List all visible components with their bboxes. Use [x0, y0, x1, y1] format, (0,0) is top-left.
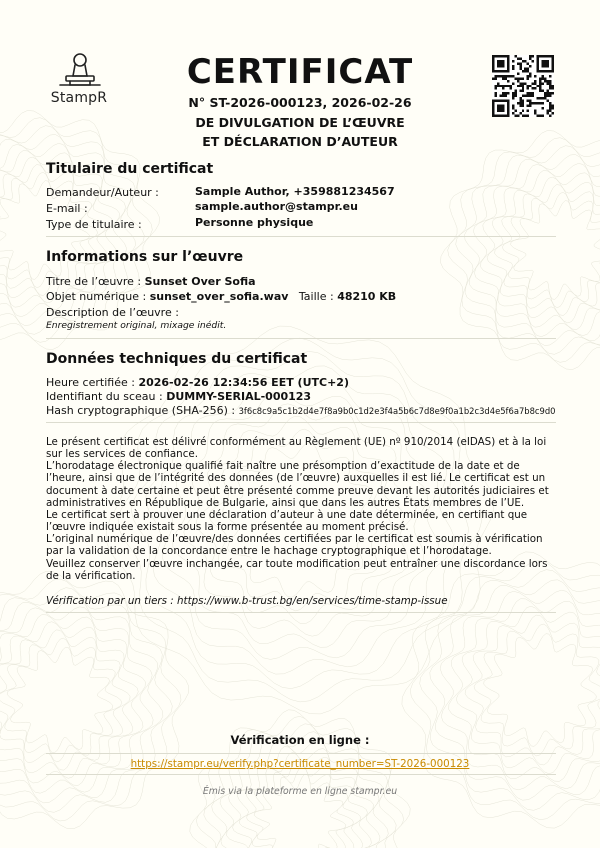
divider	[46, 338, 556, 339]
certificate-subtitle-line-2: ET DÉCLARATION D’AUTEUR	[202, 134, 398, 149]
divider	[46, 236, 556, 237]
holder-heading: Titulaire du certificat	[46, 161, 214, 177]
legal-paragraph-1: Le présent certificat est délivré conformément au Règlement (UE) nº 910/2014 (eIDAS) et à la loi sur les services de confiance.	[46, 436, 547, 461]
divider	[46, 774, 556, 775]
certificate-title: CERTIFICAT	[186, 52, 414, 92]
work-heading: Informations sur l’œuvre	[46, 249, 244, 265]
applicant-value: Sample Author, +359881234567	[195, 185, 395, 198]
digital-object-label: Objet numérique :	[46, 290, 147, 303]
hash-row	[46, 403, 556, 419]
work-title-row	[46, 274, 256, 289]
seal-id-row	[46, 389, 311, 404]
applicant-label: Demandeur/Auteur :	[46, 186, 159, 199]
email-value: sample.author@stampr.eu	[195, 200, 358, 213]
file-size-label: Taille :	[298, 290, 334, 303]
certified-time-label: Heure certifiée :	[46, 376, 135, 389]
divider	[46, 422, 556, 423]
certified-time-row	[46, 375, 349, 390]
divider	[46, 612, 556, 613]
work-title-value: Sunset Over Sofia	[144, 275, 256, 288]
holder-type-value: Personne physique	[195, 216, 314, 229]
work-title-label: Titre de l’œuvre :	[46, 275, 142, 288]
legal-paragraph-3: Le certificat sert à prouver une déclaration d’auteur à une date déterminée, en certifiant que l’œuvre indiquée existait sous la forme présentée au moment précisé.	[46, 509, 528, 534]
certificate-number: N° ST-2026-000123, 2026-02-26	[188, 95, 412, 110]
work-description-value: Enregistrement original, mixage inédit.	[46, 320, 227, 331]
hash-value: 3f6c8c9a5c1b2d4e7f8a9b0c1d2e3f4a5b6c7d8e9f0a1b2c3d4e5f6a7b8c9d0	[238, 406, 556, 416]
issued-via-footer: Émis via la plateforme en ligne stampr.eu	[202, 786, 398, 797]
work-description-label: Description de l’œuvre :	[46, 306, 179, 319]
certificate-subtitle-line-1: DE DIVULGATION DE L’ŒUVRE	[195, 115, 405, 130]
holder-type-label: Type de titulaire :	[46, 218, 142, 231]
seal-id-label: Identifiant du sceau :	[46, 390, 163, 403]
online-verification-title: Vérification en ligne :	[230, 733, 370, 747]
seal-id-value: DUMMY-SERIAL-000123	[166, 390, 312, 403]
divider	[46, 753, 556, 754]
logo-wordmark: StampR	[50, 90, 108, 106]
third-party-verification: Vérification par un tiers : https://www.b-trust.bg/en/services/time-stamp-issue	[46, 595, 448, 607]
legal-paragraph-2: L’horodatage électronique qualifié fait naître une présomption d’exactitude de la date et de l’heure, ainsi que de l’intégrité des données (de l’œuvre) auxquelles il est lié. Le certificat est un document à date certaine et peut être présenté comme preuve devant les autorités judiciaires et administratives en République de Bulgarie, ainsi que dans les autres États membres de l’UE.	[46, 460, 549, 509]
legal-paragraph-5: Veuillez conserver l’œuvre inchangée, car toute modification peut entraîner une discordance lors de la vérification.	[46, 558, 548, 583]
technical-heading: Données techniques du certificat	[46, 351, 308, 367]
digital-object-row	[46, 289, 396, 304]
hash-label: Hash cryptographique (SHA-256) :	[46, 404, 236, 417]
digital-object-value: sunset_over_sofia.wav	[149, 290, 289, 303]
email-label: E-mail :	[46, 202, 88, 215]
file-size-value: 48210 KB	[337, 290, 397, 303]
verification-link[interactable]: https://stampr.eu/verify.php?certificate_number=ST-2026-000123	[130, 758, 470, 770]
certified-time-value: 2026-02-26 12:34:56 EET (UTC+2)	[138, 376, 349, 389]
legal-paragraph-4: L’original numérique de l’œuvre/des données certifiées par le certificat est soumis à vérification par la validation de la concordance entre le hachage cryptographique et l’horodatage.	[46, 533, 543, 558]
